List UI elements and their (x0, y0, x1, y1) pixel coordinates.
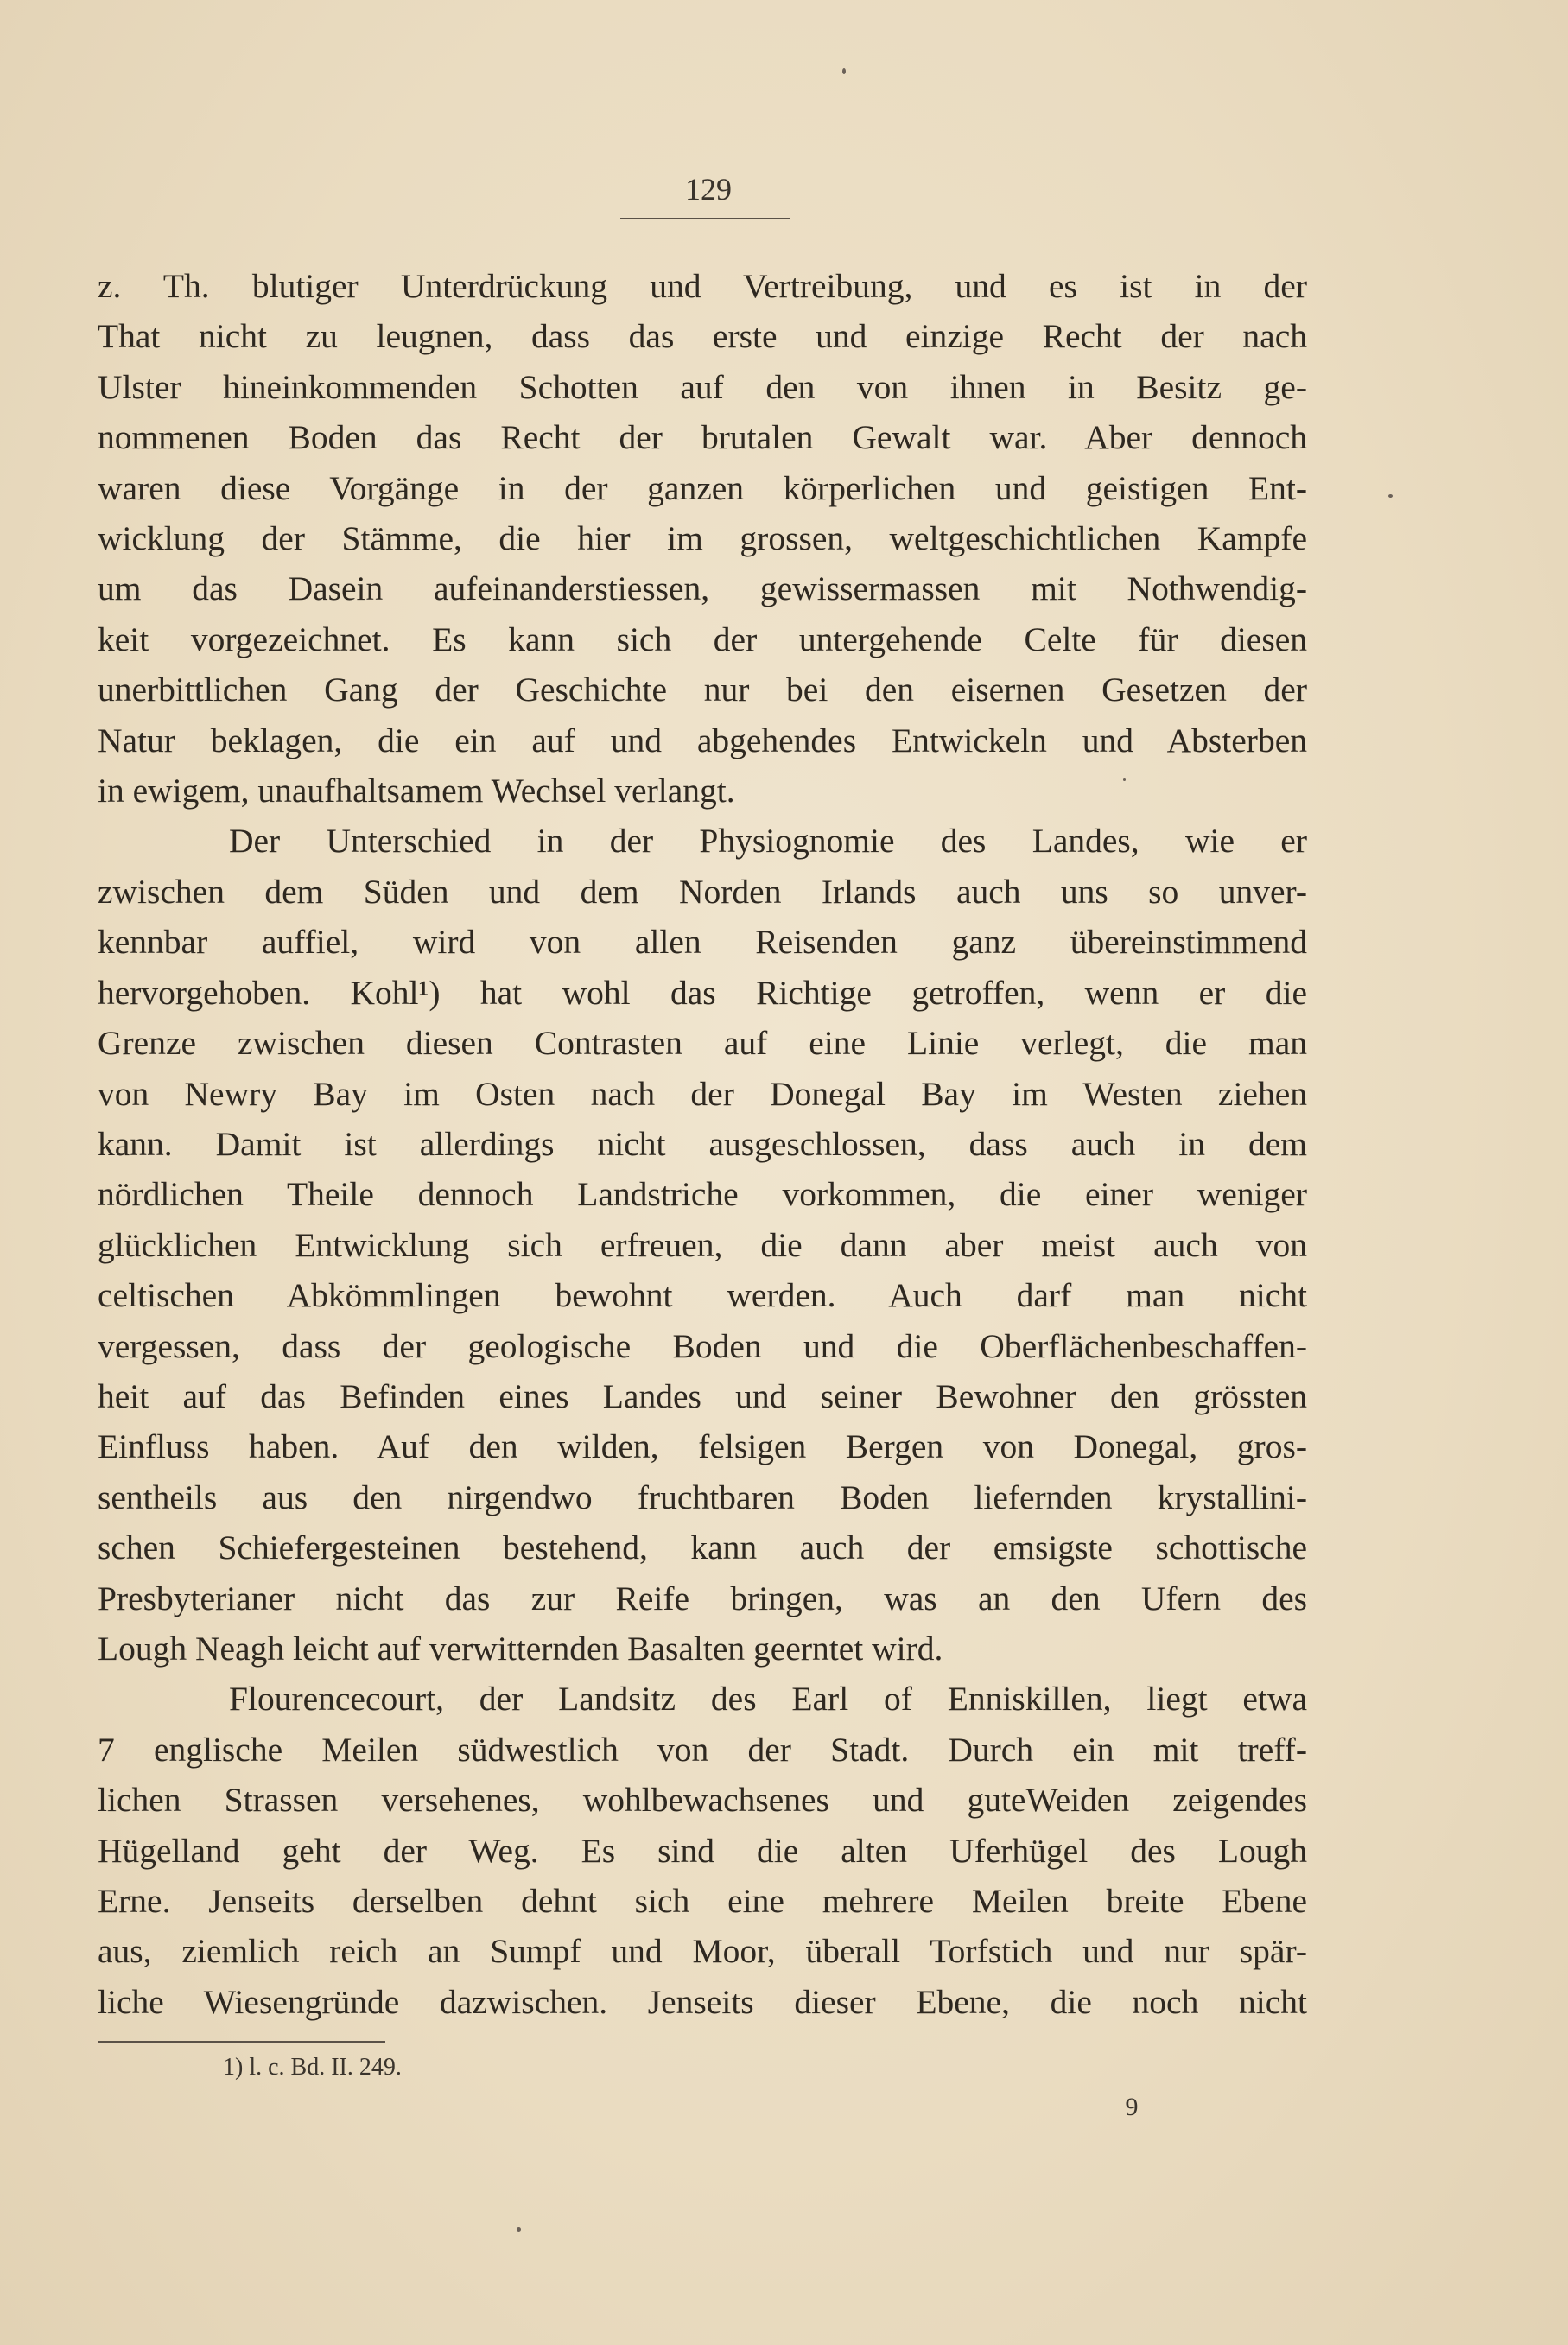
text-line: um das Dasein aufeinanderstiessen, gewissermassen mit Nothwendig- (98, 569, 1307, 608)
paper-speck (517, 2227, 521, 2232)
text-line: schen Schiefergesteinen bestehend, kann auch der emsigste schottische (98, 1528, 1307, 1567)
text-line: Flourencecourt, der Landsitz des Earl of Enniskillen, liegt etwa (229, 1680, 1307, 1719)
text-line: Grenze zwischen diesen Contrasten auf eine Linie verlegt, die man (98, 1024, 1307, 1063)
text-line: kann. Damit ist allerdings nicht ausgeschlossen, dass auch in dem (98, 1124, 1307, 1163)
text-line: hervorgehoben. Kohl¹) hat wohl das Richtige getroffen, wenn er die (98, 973, 1307, 1012)
paper-speck (1388, 494, 1393, 498)
paragraph-2 (98, 816, 1307, 1674)
text-line: wicklung der Stämme, die hier im grossen, weltgeschichtlichen Kampfe (98, 519, 1307, 558)
text-line: nördlichen Theile dennoch Landstriche vorkommen, die einer weniger (98, 1175, 1307, 1214)
paragraph-1 (98, 261, 1307, 816)
text-line: liche Wiesengründe dazwischen. Jenseits dieser Ebene, die noch nicht (98, 1982, 1307, 2021)
text-line: keit vorgezeichnet. Es kann sich der untergehende Celte für diesen (98, 620, 1307, 658)
text-line: vergessen, dass der geologische Boden und die Oberflächenbeschaffen- (98, 1326, 1307, 1365)
text-line: 7 englische Meilen südwestlich von der Stadt. Durch ein mit treff- (98, 1730, 1307, 1769)
text-line: unerbittlichen Gang der Geschichte nur bei den eisernen Gesetzen der (98, 670, 1307, 709)
text-line: kennbar auffiel, wird von allen Reisenden ganz übereinstimmend (98, 923, 1307, 962)
text-line: Natur beklagen, die ein auf und abgehendes Entwickeln und Absterben (98, 721, 1307, 759)
paragraph-3 (98, 1674, 1307, 2027)
body-text (98, 261, 1307, 2027)
footnote-rule (98, 2041, 385, 2043)
text-line: in ewigem, unaufhaltsamem Wechsel verlangt. (98, 772, 735, 810)
text-line: Der Unterschied in der Physiognomie des Landes, wie er (229, 822, 1307, 861)
footnote: 1) l. c. Bd. II. 249. (223, 2054, 402, 2081)
text-line: Ulster hineinkommenden Schotten auf den von ihnen in Besitz ge- (98, 367, 1307, 406)
text-line: zwischen dem Süden und dem Norden Irlands auch uns so unver- (98, 872, 1307, 911)
text-line: sentheils aus den nirgendwo fruchtbaren Boden liefernden krystallini- (98, 1478, 1307, 1516)
text-line: Hügelland geht der Weg. Es sind die alten Uferhügel des Lough (98, 1831, 1307, 1870)
text-line: Lough Neagh leicht auf verwitternden Basalten geerntet wird. (98, 1629, 943, 1668)
text-line: nommenen Boden das Recht der brutalen Gewalt war. Aber dennoch (98, 418, 1307, 457)
paper-speck (842, 68, 846, 74)
text-line: Einfluss haben. Auf den wilden, felsigen Bergen von Donegal, gros- (98, 1427, 1307, 1466)
text-line: aus, ziemlich reich an Sumpf und Moor, überall Torfstich und nur spär- (98, 1932, 1307, 1971)
text-line: celtischen Abkömmlingen bewohnt werden. Auch darf man nicht (98, 1276, 1307, 1315)
header-rule (620, 218, 790, 219)
text-line: z. Th. blutiger Unterdrückung und Vertreibung, und es ist in der (98, 267, 1307, 305)
text-line: waren diese Vorgänge in der ganzen körperlichen und geistigen Ent- (98, 468, 1307, 507)
text-line: lichen Strassen versehenes, wohlbewachsenes und guteWeiden zeigendes (98, 1781, 1307, 1820)
signature-mark: 9 (1125, 2093, 1139, 2121)
text-line: glücklichen Entwicklung sich erfreuen, die dann aber meist auch von (98, 1225, 1307, 1264)
text-line: That nicht zu leugnen, dass das erste und einzige Recht der nach (98, 317, 1307, 356)
page-number: 129 (685, 172, 732, 207)
text-line: von Newry Bay im Osten nach der Donegal Bay im Westen ziehen (98, 1074, 1307, 1113)
text-line: heit auf das Befinden eines Landes und seiner Bewohner den grössten (98, 1376, 1307, 1415)
text-line: Presbyterianer nicht das zur Reife bringen, was an den Ufern des (98, 1579, 1307, 1617)
text-line: Erne. Jenseits derselben dehnt sich eine mehrere Meilen breite Ebene (98, 1882, 1307, 1920)
